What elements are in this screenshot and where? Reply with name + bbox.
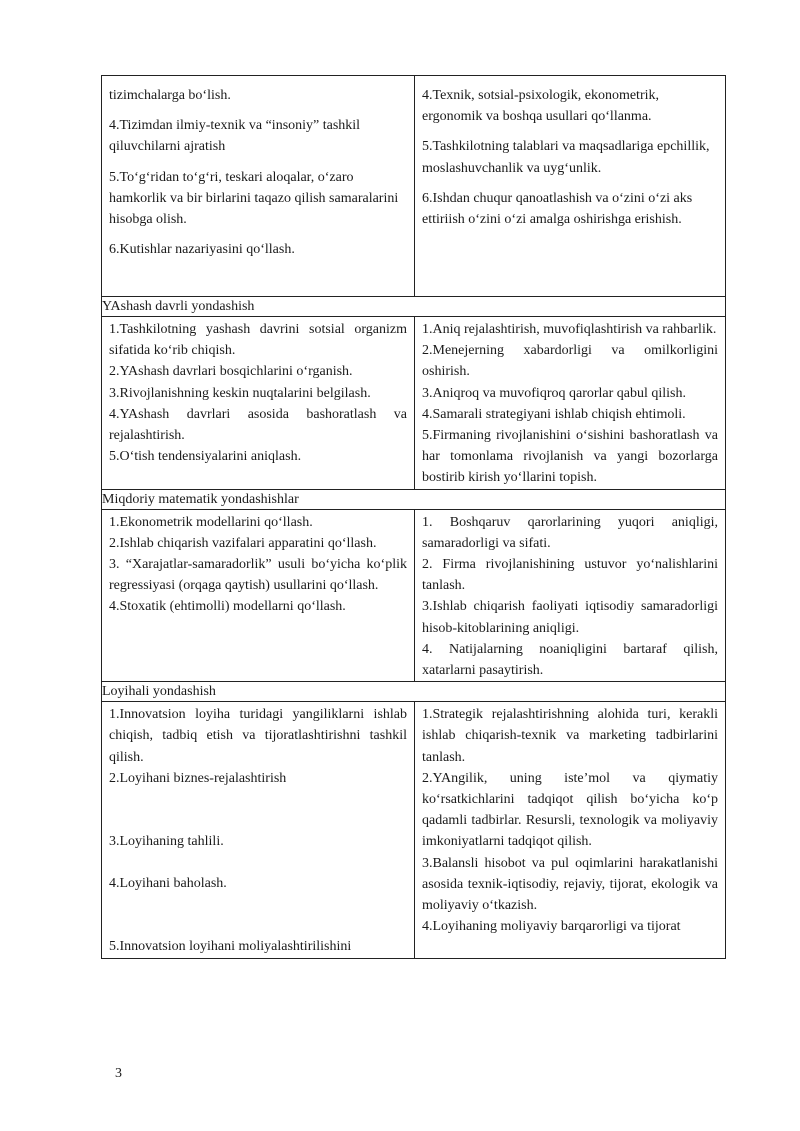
section-title: Loyihali yondashish [102,682,726,702]
list-item: 5.To‘g‘ridan to‘g‘ri, teskari aloqalar, o‘zaro hamkorlik va bir birlarini taqazo qilish samaralarini hisobga olish. [109,169,399,228]
table-row [102,509,726,682]
table-cell [102,317,415,490]
section-header-row [102,489,726,509]
list-item: 6.Ishdan chuqur qanoatlashish va o‘zini o‘zi aks ettiriish o‘zini o‘zi amalga oshirishga erishish. [422,190,693,228]
list-item: 4.Loyihani baholash. [109,876,227,892]
list-item: 5.Firmaning rivojlanishini o‘sishini bashoratlash va har tomonlama rivojlanish va yangi bozorlarga bostirib kirish yo‘llarini topish. [422,428,718,486]
list-item: 3.Loyihaning tahlili. [109,834,224,850]
list-item: 3.Balansli hisobot va pul oqimlarini harakatlanishi asosida texnik-iqtisodiy, rejaviy, tijorat, ekologik va moliyaviy o‘tkazish. [422,855,718,914]
list-item: 6.Kutishlar nazariyasini qo‘llash. [109,242,295,258]
list-item: 1.Aniq rejalashtirish, muvofiqlashtirish va rahbarlik. [422,322,717,337]
section-header-row [102,297,726,317]
table-row [102,76,726,297]
list-item: 4.Tizimdan ilmiy-texnik va “insoniy” tashkil qiluvchilarni ajratish [109,118,361,155]
table-row [102,317,726,490]
list-item: 1.Ekonometrik modellarini qo‘llash. [109,514,313,530]
list-item: 5.O‘tish tendensiyalarini aniqlash. [109,449,302,465]
table-cell [415,702,726,958]
list-item: 1.Strategik rejalashtirishning alohida turi, kerakli ishlab chiqarish-texnik va marketing tadbirlarini tanlash. [422,707,718,765]
list-item: 3.Ishlab chiqarish faoliyati iqtisodiy samaradorligi hisob-kitoblarining aniqligi. [422,599,718,636]
list-item: 5.Innovatsion loyihani moliyalashtirilishini [109,939,352,955]
list-item: 4.Loyihaning moliyaviy barqarorligi va tijorat [422,919,681,935]
list-item: 2.Menejerning xabardorligi va omilkorligini oshirish. [422,343,718,380]
list-item: 4.YAshash davrlari asosida bashoratlash va rejalashtirish. [109,406,407,444]
list-item: 3.Rivojlanishning keskin nuqtalarini belgilash. [109,385,371,401]
list-item: 4. Natijalarning noaniqligini bartaraf qilish, xatarlarni pasaytirish. [422,641,718,679]
list-item: 2.Ishlab chiqarish vazifalari apparatini qo‘llash. [109,535,377,551]
list-item: 1. Boshqaruv qarorlarining yuqori aniqligi, samaradorligi va sifati. [422,514,718,551]
table-cell [102,509,415,682]
list-item: 3. “Xarajatlar-samaradorlik” usuli bo‘yicha ko‘plik regressiyasi (orqaga qaytish) usullarini qo‘llash. [109,557,407,594]
table-cell [102,702,415,958]
section-title: YAshash davrli yondashish [102,297,726,317]
table-cell [102,76,415,297]
list-item: 2.Loyihani biznes-rejalashtirish [109,770,287,786]
table-cell [415,509,726,682]
list-item: 5.Tashkilotning talablari va maqsadlariga epchillik, moslashuvchanlik va uyg‘unlik. [422,139,710,176]
list-item: 1.Tashkilotning yashash davrini sotsial organizm sifatida ko‘rib chiqish. [109,322,407,359]
list-item: 2.YAngilik, uning iste’mol va qiymatiy ko‘rsatkichlarini tadqiqot qilish bo‘yicha ko‘p qadamli tadbirlar. Resursli, texnologik va moliyaviy imkoniyatlarni tadqiqot qilish. [422,770,718,850]
section-title: Miqdoriy matematik yondashishlar [102,489,726,509]
list-item: 2.YAshash davrlari bosqichlarini o‘rganish. [109,364,353,380]
list-item: 4.Samarali strategiyani ishlab chiqish ehtimoli. [422,406,686,422]
list-item: 4.Texnik, sotsial-psixologik, ekonometrik, ergonomik va boshqa usullari qo‘llanma. [422,88,659,125]
list-item: 1.Innovatsion loyiha turidagi yangiliklarni ishlab chiqish, tadbiq etish va tijoratlashtirishni tashkil qilish. [109,707,407,765]
table-cell [415,76,726,297]
page-number: 3 [115,1066,122,1081]
table-cell [415,317,726,490]
content-table [101,75,726,959]
table-row [102,702,726,958]
list-item: 3.Aniqroq va muvofiqroq qarorlar qabul qilish. [422,385,687,401]
list-item: 2. Firma rivojlanishining ustuvor yo‘nalishlarini tanlash. [422,557,718,594]
section-header-row [102,682,726,702]
list-item: 4.Stoxatik (ehtimolli) modellarni qo‘llash. [109,599,346,615]
list-item: tizimchalarga bo‘lish. [109,88,231,103]
